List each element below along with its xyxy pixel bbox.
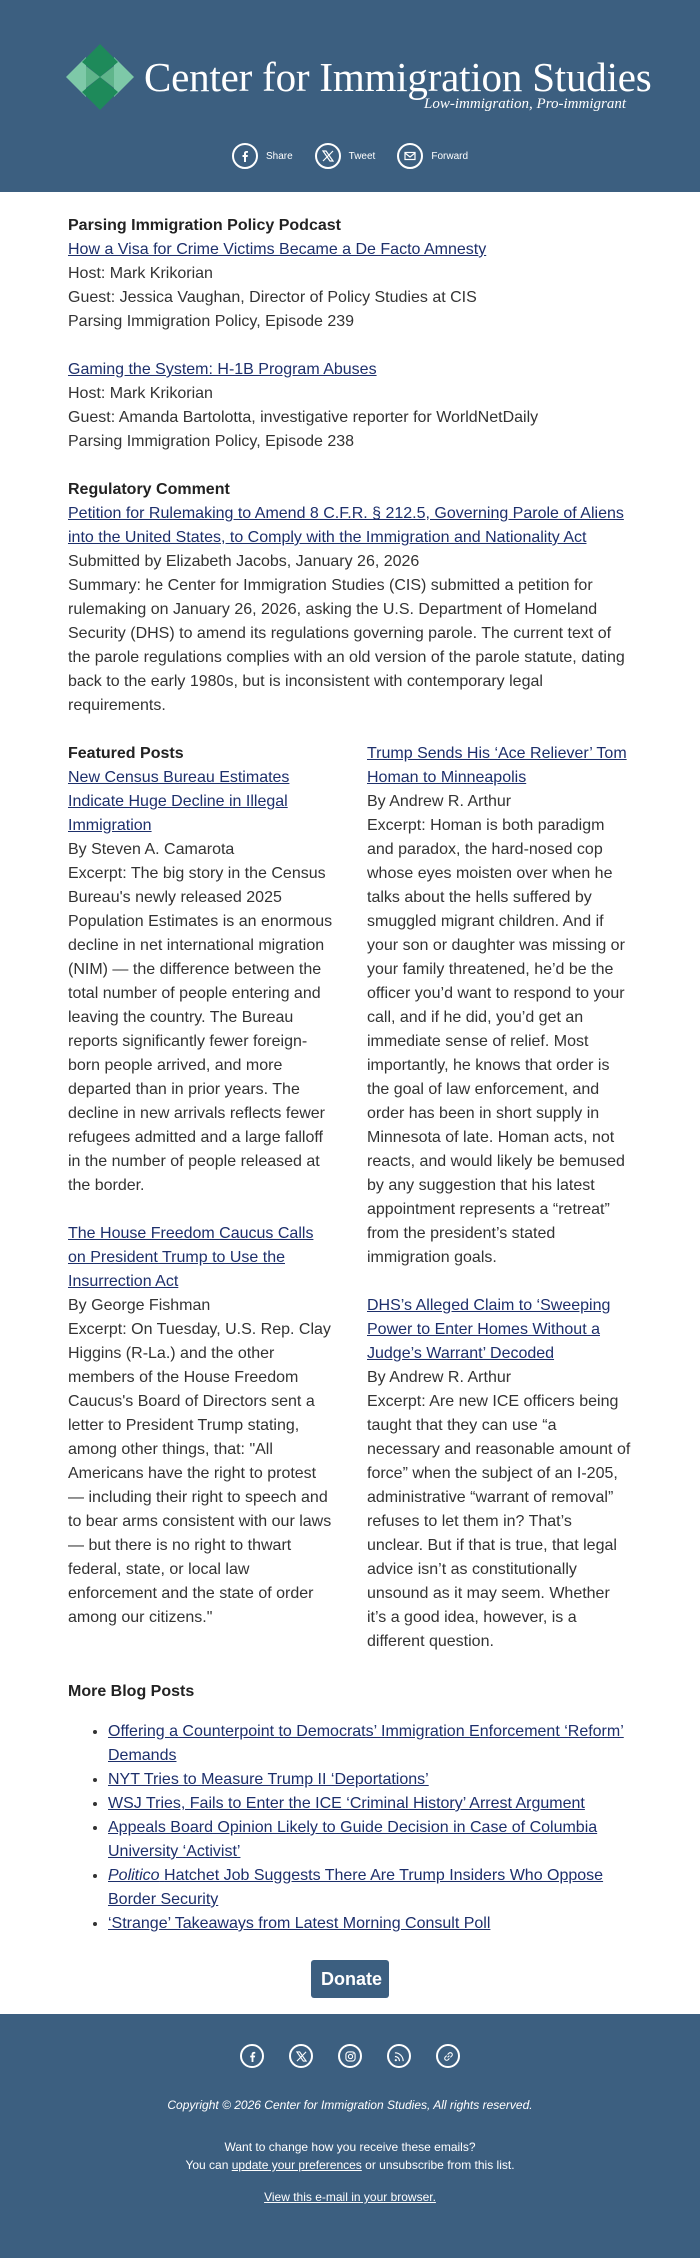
- copyright-suffix: , All rights reserved.: [427, 2098, 533, 2112]
- view-in-browser: [0, 2190, 700, 2204]
- regulatory-comment-section: [68, 478, 632, 718]
- podcast-episode-link[interactable]: Gaming the System: H-1B Program Abuses: [68, 361, 377, 378]
- list-item: [108, 1792, 632, 1816]
- manage-subscription: [0, 2138, 700, 2174]
- podcast-host: Host: Mark Krikorian: [68, 265, 213, 282]
- preferences-line: [0, 2156, 700, 2174]
- podcast-episode: [68, 238, 632, 334]
- donate-wrapper: [68, 1960, 632, 1998]
- share-bar: [0, 143, 700, 169]
- featured-post-excerpt: Excerpt: On Tuesday, U.S. Rep. Clay Higgins (R-La.) and the other members of the House Freedom Caucus's Board of Directors sent a letter to President Trump stating, among other things, that: "All Americans have the right to protest — including their right to speech and to bear arms consistent with our laws — but there is no right to thwart federal, state, or local law enforcement and the state of order among our citizens.": [68, 1321, 332, 1626]
- more-posts-list: [68, 1720, 632, 1936]
- featured-section-title: Featured Posts: [68, 745, 184, 762]
- email-body: [0, 192, 700, 1998]
- podcast-episode: [68, 358, 632, 454]
- featured-column-left: [68, 742, 333, 1678]
- featured-post-link[interactable]: Trump Sends His ‘Ace Reliever’ Tom Homan to Minneapolis: [367, 745, 627, 786]
- publication-name: Politico: [108, 1867, 160, 1884]
- featured-post: [367, 742, 632, 1270]
- regulatory-submitted: Submitted by Elizabeth Jacobs, January 26, 2026: [68, 553, 420, 570]
- tweet-button[interactable]: [315, 143, 376, 169]
- featured-posts-section: [68, 742, 632, 1678]
- instagram-icon[interactable]: [338, 2044, 362, 2068]
- org-name: Center for Immigration Studies: [144, 54, 652, 100]
- podcast-episode-number: Parsing Immigration Policy, Episode 238: [68, 433, 355, 450]
- featured-post-author: By Andrew R. Arthur: [367, 1369, 512, 1386]
- facebook-icon[interactable]: [240, 2044, 264, 2068]
- featured-post: [68, 1222, 333, 1630]
- you-can-text: You can: [185, 2158, 232, 2172]
- list-item: [108, 1816, 632, 1864]
- blog-post-link[interactable]: Offering a Counterpoint to Democrats’ Immigration Enforcement ‘Reform’ Demands: [108, 1723, 624, 1764]
- featured-post-link[interactable]: The House Freedom Caucus Calls on President Trump to Use the Insurrection Act: [68, 1225, 314, 1290]
- podcast-section-title: Parsing Immigration Policy Podcast: [68, 217, 341, 234]
- tagline: Low-immigration, Pro-immigrant: [424, 96, 626, 112]
- blog-post-link[interactable]: WSJ Tries, Fails to Enter the ICE ‘Criminal History’ Arrest Argument: [108, 1795, 585, 1812]
- regulatory-summary: Summary: he Center for Immigration Studies (CIS) submitted a petition for rulemaking on January 26, 2026, asking the U.S. Department of Homeland Security (DHS) to amend its regulations governing parole. The current text of the parole regulations complies with an old version of the parole statute, dating back to the early 1980s, but is inconsistent with contemporary legal requirements.: [68, 577, 625, 714]
- forward-label: Forward: [431, 150, 469, 162]
- share-button[interactable]: [232, 143, 293, 169]
- featured-post-author: By Steven A. Camarota: [68, 841, 235, 858]
- copyright-notice: [0, 2098, 700, 2112]
- featured-post: [68, 766, 333, 1198]
- regulatory-section-title: Regulatory Comment: [68, 481, 230, 498]
- blog-post-link[interactable]: NYT Tries to Measure Trump II ‘Deportations’: [108, 1771, 429, 1788]
- cis-logo-mark-icon: [66, 44, 134, 110]
- forward-button[interactable]: [397, 143, 468, 169]
- email-header: [0, 0, 700, 192]
- x-twitter-icon[interactable]: [289, 2044, 313, 2068]
- list-item: [108, 1912, 632, 1936]
- featured-post-author: By George Fishman: [68, 1297, 211, 1314]
- more-blog-posts-section: [68, 1680, 632, 1936]
- website-link-icon[interactable]: [436, 2044, 460, 2068]
- featured-post-excerpt: Excerpt: Homan is both paradigm and paradox, the hard-nosed cop whose eyes moisten over when he talks about the hells suffered by smuggled migrant children. And if your son or daughter was missing or your family threatened, he’d be the officer you’d want to respond to your call, and if he did, you’d get an immediate sense of relief. Most importantly, he knows that order is the goal of law enforcement, and order has been in short supply in Minnesota of late. Homan acts, not reacts, and would likely be bemused by any suggestion that his latest appointment represents a “retreat” from the president’s stated immigration goals.: [367, 817, 625, 1266]
- copyright-org: Center for Immigration Studies: [264, 2098, 428, 2112]
- envelope-icon: [397, 143, 423, 169]
- social-links: [0, 2044, 700, 2068]
- unsubscribe-text: or unsubscribe from this list.: [361, 2158, 515, 2172]
- blog-post-link-text: Hatchet Job Suggests There Are Trump Insiders Who Oppose Border Security: [108, 1867, 604, 1908]
- cis-logo[interactable]: [66, 44, 652, 112]
- featured-post-excerpt: Excerpt: Are new ICE officers being taught that they can use “a necessary and reasonable amount of force” when the subject of an I-205, administrative “warrant of removal” refuses to let them in? That’s unclear. But if that is true, that legal advice isn’t as constitutionally unsound as it may seem. Whether it’s a good idea, however, is a different question.: [367, 1393, 631, 1650]
- email-footer: [0, 2014, 700, 2258]
- donate-button[interactable]: Donate: [311, 1960, 389, 1998]
- podcast-host: Host: Mark Krikorian: [68, 385, 213, 402]
- blog-post-link[interactable]: ‘Strange’ Takeaways from Latest Morning Consult Poll: [108, 1915, 491, 1932]
- change-question: Want to change how you receive these emails?: [224, 2140, 476, 2154]
- featured-post-link[interactable]: New Census Bureau Estimates Indicate Huge Decline in Illegal Immigration: [68, 769, 290, 834]
- list-item: [108, 1720, 632, 1768]
- copyright-prefix: Copyright © 2026: [167, 2098, 265, 2112]
- share-label: Share: [265, 150, 293, 162]
- tweet-label: Tweet: [348, 150, 376, 162]
- blog-post-link[interactable]: Appeals Board Opinion Likely to Guide Decision in Case of Columbia University ‘Activist’: [108, 1819, 598, 1860]
- featured-post-author: By Andrew R. Arthur: [367, 793, 512, 810]
- regulatory-comment-link[interactable]: Petition for Rulemaking to Amend 8 C.F.R. § 212.5, Governing Parole of Aliens into the United States, to Comply with the Immigration and Nationality Act: [68, 505, 624, 546]
- update-preferences-link[interactable]: update your preferences: [231, 2158, 362, 2172]
- list-item: [108, 1768, 632, 1792]
- more-posts-section-title: More Blog Posts: [68, 1683, 195, 1700]
- featured-post-link[interactable]: DHS’s Alleged Claim to ‘Sweeping Power to Enter Homes Without a Judge’s Warrant’ Decoded: [367, 1297, 611, 1362]
- podcast-episode-link[interactable]: How a Visa for Crime Victims Became a De Facto Amnesty: [68, 241, 487, 258]
- podcast-guest: Guest: Jessica Vaughan, Director of Policy Studies at CIS: [68, 289, 477, 306]
- rss-icon[interactable]: [387, 2044, 411, 2068]
- x-twitter-icon: [315, 143, 341, 169]
- podcast-guest: Guest: Amanda Bartolotta, investigative reporter for WorldNetDaily: [68, 409, 539, 426]
- featured-column-right: [367, 742, 632, 1678]
- blog-post-link[interactable]: [108, 1867, 603, 1908]
- podcast-episode-number: Parsing Immigration Policy, Episode 239: [68, 313, 355, 330]
- featured-post-excerpt: Excerpt: The big story in the Census Bureau's newly released 2025 Population Estimates is an enormous decline in net international migration (NIM) — the difference between the total number of people entering and leaving the country. The Bureau reports significantly fewer foreign-born people arrived, and more departed than in prior years. The decline in new arrivals reflects fewer refugees admitted and a large falloff in the number of people released at the border.: [68, 865, 333, 1194]
- list-item: [108, 1864, 632, 1912]
- facebook-icon: [232, 143, 258, 169]
- view-in-browser-link[interactable]: View this e-mail in your browser.: [264, 2190, 436, 2204]
- featured-post: [367, 1294, 632, 1654]
